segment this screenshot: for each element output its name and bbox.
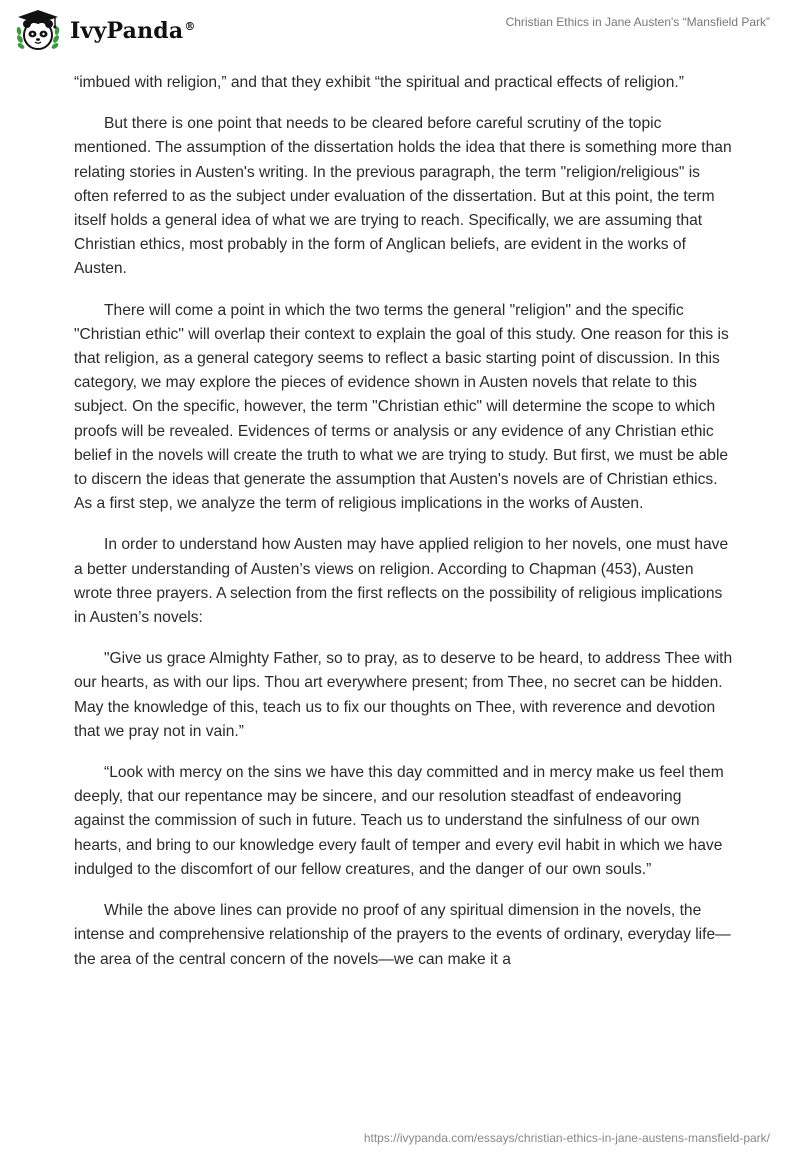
registered-mark: ® (184, 19, 196, 33)
paragraph-continuation: “imbued with religion,” and that they exhibit “the spiritual and practical effects of religion.” (74, 74, 684, 91)
paragraph: But there is one point that needs to be cleared before careful scrutiny of the topic mentioned. The assumption of the dissertation holds the idea that there is something more than relating stories in Austen's writing. In the previous paragraph, the term "religion/religious" is often referred to as the subject under evaluation of the dissertation. But at this point, the term itself holds a general idea of what we are trying to reach. Specifically, we are assuming that Christian ethics, most probably in the form of Anglican beliefs, are evident in the works of Austen. (74, 115, 732, 278)
document-title: Christian Ethics in Jane Austen's “Mansfield Park” (505, 15, 770, 29)
prayer-quote: “Look with mercy on the sins we have this day committed and in mercy make us feel them deeply, that our repentance may be sincere, and our resolution steadfast of endeavoring against the commission of such in future. Teach us to understand the sinfulness of our own hearts, and bring to our knowledge every fault of temper and every evil habit in which we have indulged to the discomfort of our fellow creatures, and the danger of our own souls.” (74, 764, 724, 878)
paragraph: In order to understand how Austen may have applied religion to her novels, one must have a better understanding of Austen’s views on religion. According to Chapman (453), Austen wrote three prayers. A selection from the first reflects on the possibility of religious implications in Austen’s novels: (74, 536, 729, 627)
panda-graduate-icon (14, 8, 62, 54)
source-url[interactable]: https://ivypanda.com/essays/christian-ethics-in-jane-austens-mansfield-park/ (363, 1131, 770, 1145)
page-header (0, 0, 800, 62)
paragraph: While the above lines can provide no proof of any spiritual dimension in the novels, the intense and comprehensive relationship of the prayers to the events of ordinary, everyday life—the area of the central concern of the novels—we can make it a (74, 902, 731, 968)
prayer-quote: "Give us grace Almighty Father, so to pray, as to deserve to be heard, to address Thee with our hearts, as with our lips. Thou art everywhere present; from Thee, no secret can be hidden. May the knowledge of this, teach us to fix our thoughts on Thee, with reverence and devotion that we pray not in vain.” (74, 650, 733, 740)
ivypanda-logo[interactable] (14, 8, 196, 54)
logo-text: IvyPanda (70, 18, 184, 44)
essay-body (74, 71, 734, 989)
paragraph: There will come a point in which the two terms the general "religion" and the specific "Christian ethic" will overlap their context to explain the goal of this study. One reason for this is that religion, as a general category seems to reflect a basic starting point of discussion. In this category, we may explore the pieces of evidence shown in Austen novels that relate to this subject. On the specific, however, the term "Christian ethic" will determine the scope to which proofs will be revealed. Evidences of terms or analysis or any evidence of any Christian ethic belief in the novels will create the truth to what we are trying to study. But first, we must be able to discern the ideas that generate the assumption that Austen's novels are of Christian ethics. As a first step, we analyze the term of religious implications in the works of Austen. (74, 301, 729, 513)
logo-wordmark (70, 18, 196, 44)
